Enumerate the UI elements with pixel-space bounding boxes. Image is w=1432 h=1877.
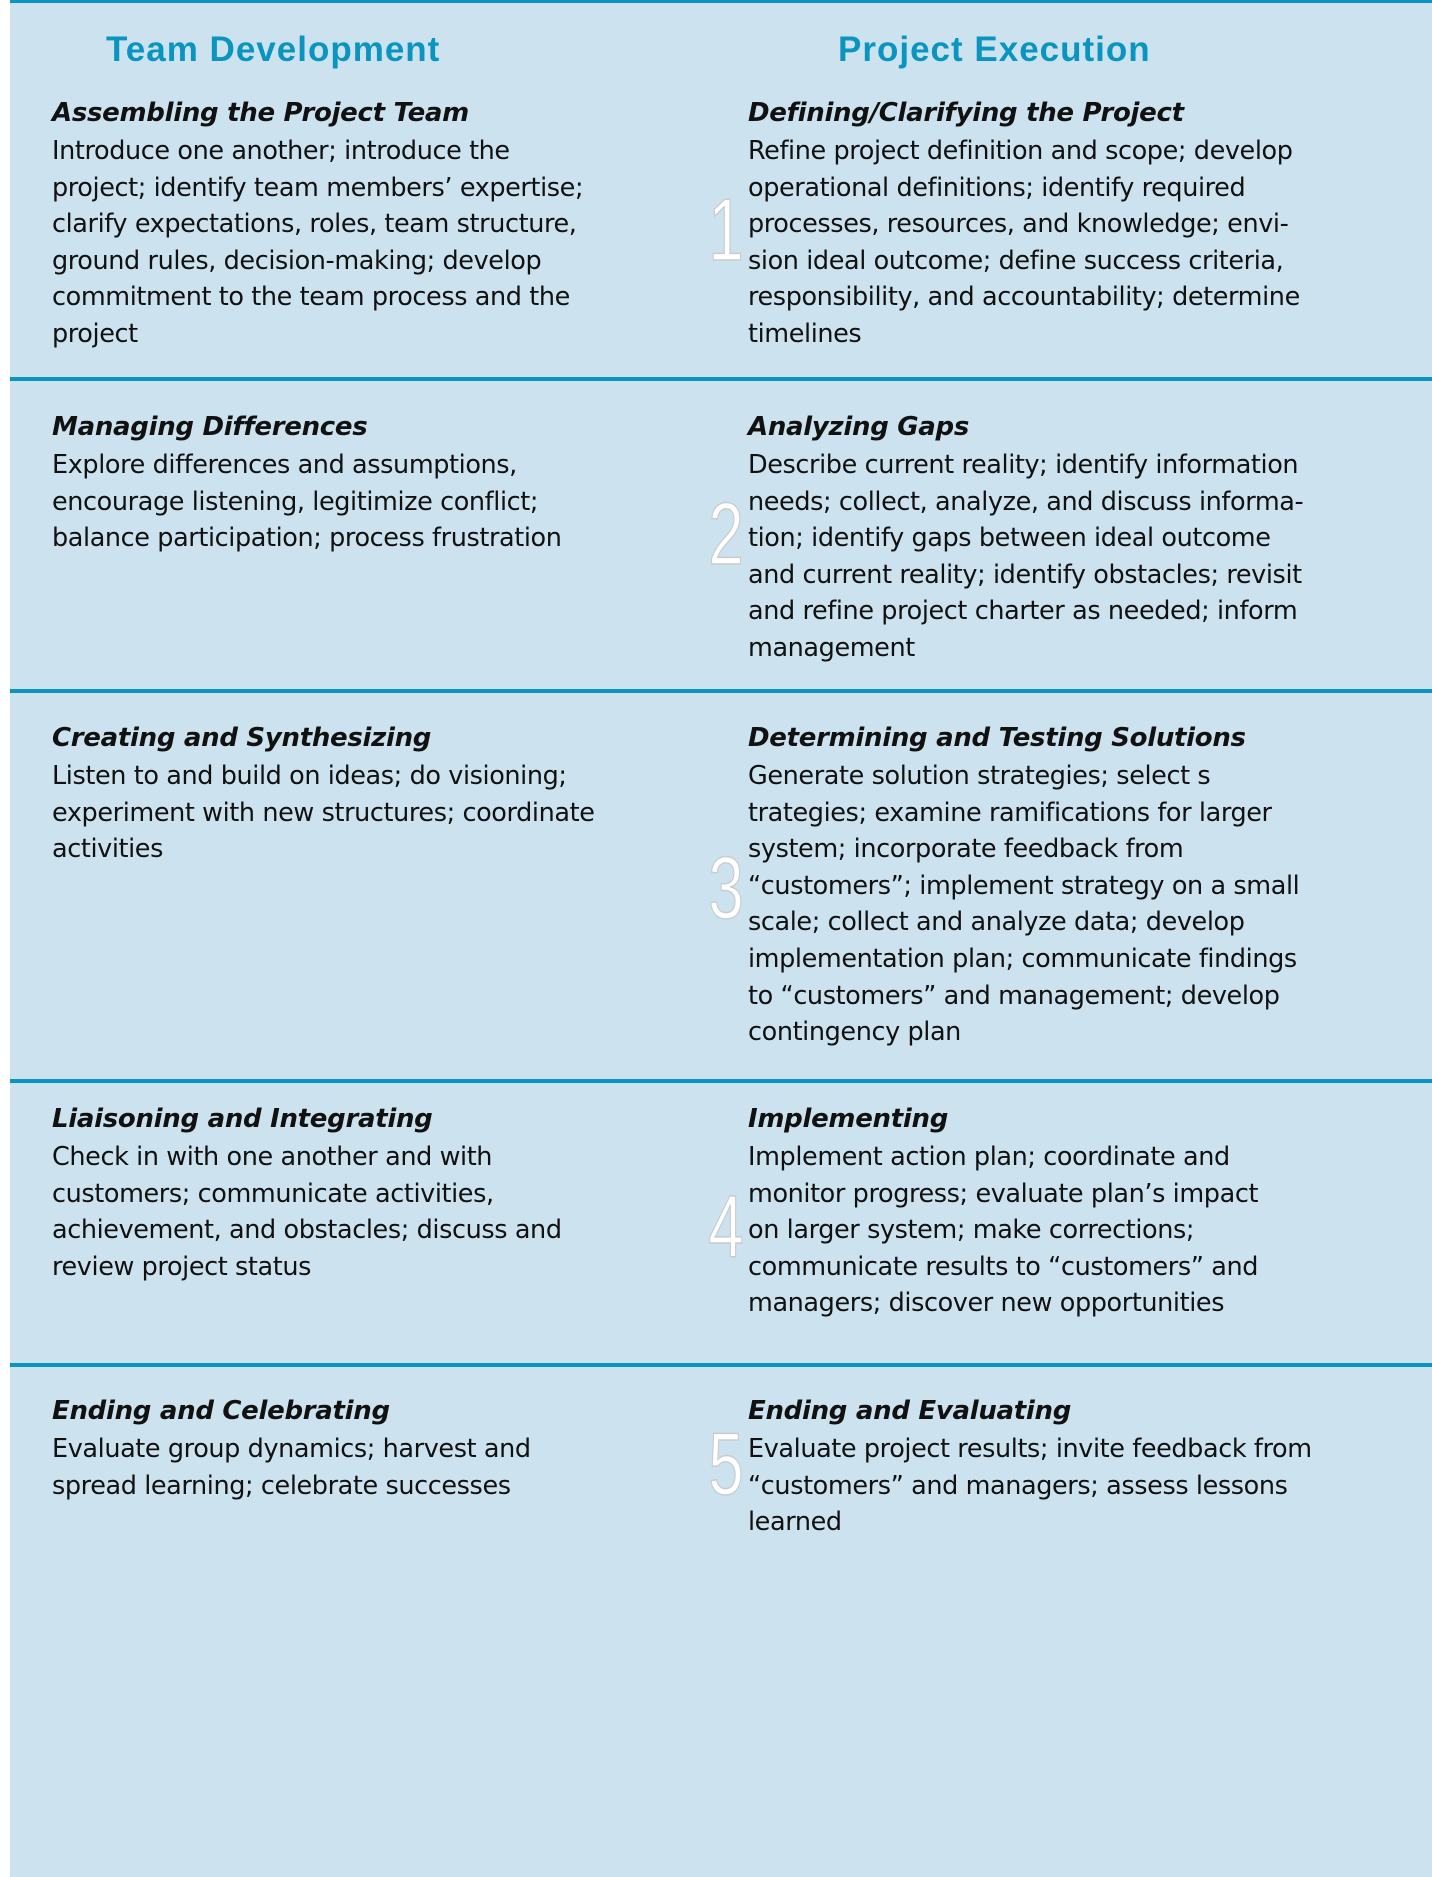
row-divider <box>10 1363 1432 1367</box>
description-line: scale; collect and analyze data; develop <box>748 907 1245 938</box>
description-line: Generate solution strategies; select s <box>748 761 1211 791</box>
description-line: operational definitions; identify required <box>748 172 1246 203</box>
stage-number-2: 2 <box>708 484 744 583</box>
description-line: balance participation; process frustration <box>52 523 562 554</box>
stage-title: Assembling the Project Team <box>52 98 469 128</box>
description-line: Refine project definition and scope; develop <box>748 136 1293 166</box>
stage-3-project-cell <box>748 720 1408 1051</box>
description-line: learned <box>748 1507 842 1538</box>
stage-description <box>748 758 1408 1051</box>
description-line: needs; collect, analyze, and discuss informa- <box>748 486 1304 517</box>
description-line: managers; discover new opportunities <box>748 1288 1225 1319</box>
stage-description <box>748 447 1408 667</box>
description-line: to “customers” and management; develop <box>748 980 1280 1011</box>
stage-description <box>52 1431 672 1504</box>
stage-number-5: 5 <box>708 1414 744 1513</box>
description-line: review project status <box>52 1251 312 1282</box>
stage-number-3: 3 <box>708 838 744 937</box>
description-line: system; incorporate feedback from <box>748 834 1184 865</box>
row-divider <box>10 377 1432 381</box>
description-line: Describe current reality; identify information <box>748 450 1299 480</box>
stage-title: Ending and Celebrating <box>52 1396 390 1426</box>
description-line: customers; communicate activities, <box>52 1178 494 1209</box>
description-line: commitment to the team process and the <box>52 282 570 313</box>
stage-4-project-cell <box>748 1101 1408 1322</box>
stage-1-project-cell <box>748 95 1408 353</box>
stage-5-project-cell <box>748 1393 1408 1541</box>
stage-5-team-cell <box>52 1393 672 1504</box>
description-line: Introduce one another; introduce the <box>52 136 510 166</box>
description-line: “customers”; implement strategy on a small <box>748 870 1300 901</box>
description-line: communicate results to “customers” and <box>748 1251 1259 1282</box>
description-line: management <box>748 632 915 663</box>
stage-description <box>52 447 672 557</box>
description-line: timelines <box>748 318 862 349</box>
stage-description <box>52 758 672 868</box>
description-line: tion; identify gaps between ideal outcome <box>748 523 1271 554</box>
description-line: project; identify team members’ expertise; <box>52 172 584 203</box>
stage-number-4: 4 <box>708 1177 744 1276</box>
description-line: experiment with new structures; coordinate <box>52 797 595 828</box>
stage-title: Liaisoning and Integrating <box>52 1104 433 1134</box>
description-line: Evaluate project results; invite feedback from <box>748 1434 1312 1464</box>
description-line: and current reality; identify obstacles; revisit <box>748 559 1302 590</box>
description-line: and refine project charter as needed; inform <box>748 596 1298 627</box>
description-line: on larger system; make corrections; <box>748 1215 1195 1246</box>
stage-4-team-cell <box>52 1101 672 1285</box>
description-line: responsibility, and accountability; determine <box>748 282 1300 313</box>
row-divider <box>10 689 1432 693</box>
description-line: trategies; examine ramifications for larger <box>748 797 1272 828</box>
stage-title: Defining/Clarifying the Project <box>748 98 1184 128</box>
description-line: Implement action plan; coordinate and <box>748 1142 1230 1172</box>
description-line: implementation plan; communicate findings <box>748 943 1297 974</box>
description-line: monitor progress; evaluate plan’s impact <box>748 1178 1259 1209</box>
stage-description <box>748 133 1408 353</box>
stage-title: Analyzing Gaps <box>748 412 970 442</box>
description-line: encourage listening, legitimize conflict; <box>52 486 539 517</box>
stage-title: Managing Differences <box>52 412 368 442</box>
description-line: activities <box>52 834 163 865</box>
description-line: Evaluate group dynamics; harvest and <box>52 1434 531 1464</box>
description-line: Explore differences and assumptions, <box>52 450 517 480</box>
row-divider <box>10 1079 1432 1083</box>
column-header-project-execution: Project Execution <box>838 30 1151 69</box>
stage-1-team-cell <box>52 95 672 353</box>
stage-title: Implementing <box>748 1104 949 1134</box>
description-line: processes, resources, and knowledge; envi- <box>748 209 1289 240</box>
stage-2-team-cell <box>52 409 672 557</box>
description-line: ground rules, decision-making; develop <box>52 245 542 276</box>
description-line: sion ideal outcome; define success criteria, <box>748 245 1284 276</box>
stage-description <box>748 1139 1408 1322</box>
stage-number-1: 1 <box>708 180 744 279</box>
stage-title: Creating and Synthesizing <box>52 723 432 753</box>
stage-3-team-cell <box>52 720 672 868</box>
stage-description <box>52 1139 672 1285</box>
description-line: Check in with one another and with <box>52 1142 493 1172</box>
stage-title: Determining and Testing Solutions <box>748 723 1246 753</box>
description-line: Listen to and build on ideas; do visioning; <box>52 761 567 791</box>
stage-description <box>748 1431 1408 1541</box>
description-line: achievement, and obstacles; discuss and <box>52 1215 562 1246</box>
description-line: project <box>52 318 138 349</box>
stage-description <box>52 133 672 353</box>
description-line: contingency plan <box>748 1017 961 1048</box>
stage-2-project-cell <box>748 409 1408 667</box>
column-header-team-development: Team Development <box>106 30 441 69</box>
description-line: clarify expectations, roles, team structure, <box>52 209 577 240</box>
description-line: spread learning; celebrate successes <box>52 1470 511 1501</box>
description-line: “customers” and managers; assess lessons <box>748 1470 1288 1501</box>
stage-title: Ending and Evaluating <box>748 1396 1072 1426</box>
